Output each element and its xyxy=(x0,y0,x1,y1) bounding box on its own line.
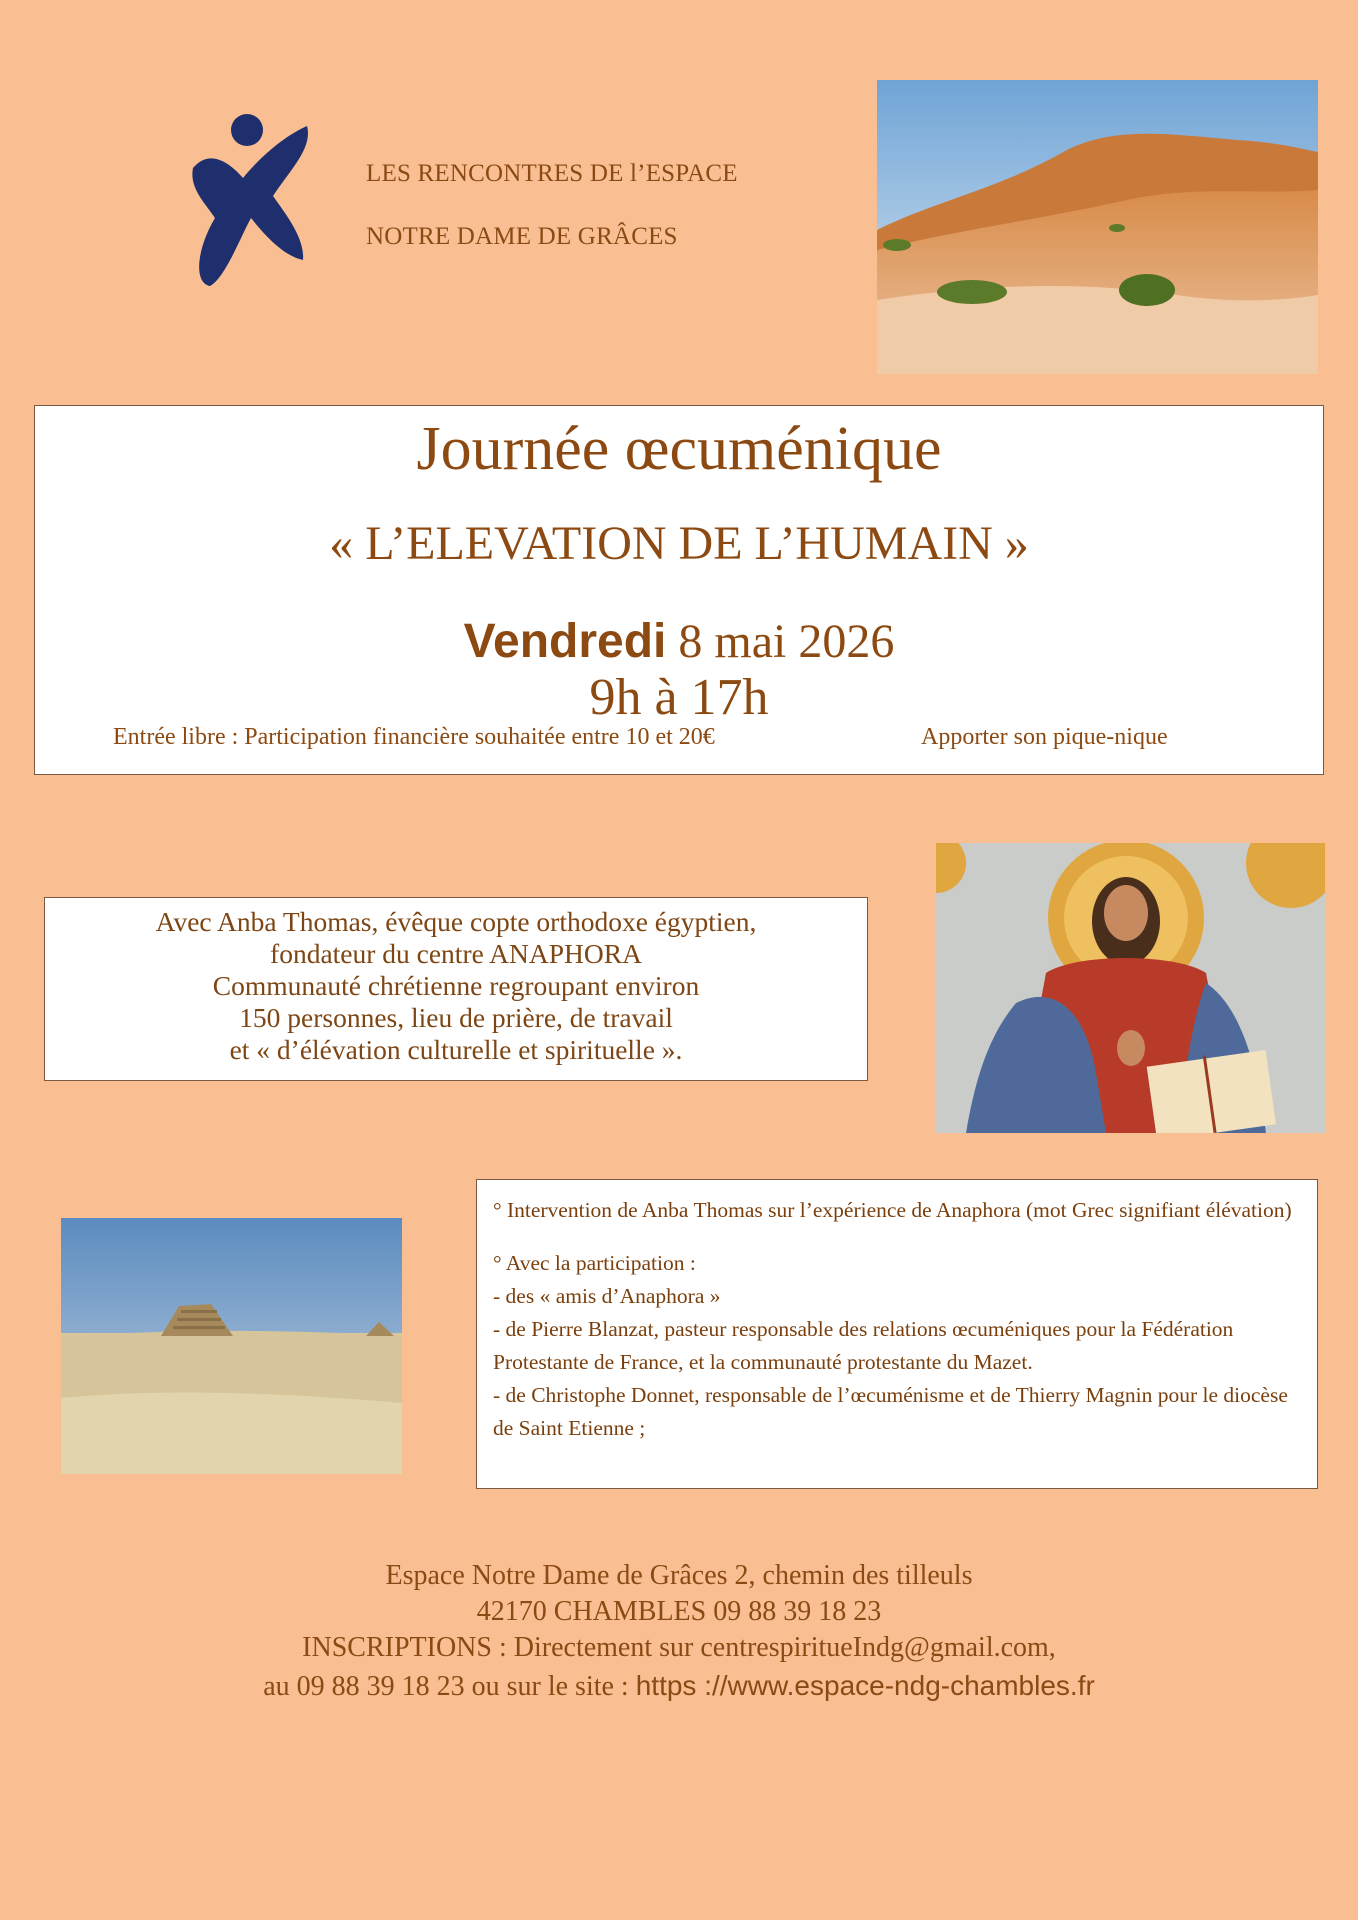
guest-line: Communauté chrétienne regroupant environ xyxy=(212,970,700,1001)
org-name-line2: NOTRE DAME DE GRÂCES xyxy=(366,223,678,250)
website-link[interactable]: https ://www.espace-ndg-chambles.fr xyxy=(635,1670,1095,1701)
org-name-line1: LES RENCONTRES DE l’ESPACE xyxy=(366,160,738,187)
event-title: Journée œcuménique xyxy=(416,415,942,483)
guest-line: 150 personnes, lieu de prière, de travail xyxy=(239,1002,673,1033)
program-item-intervention: ° Intervention de Anba Thomas sur l’expérience de Anaphora (mot Grec signifiant élévation) xyxy=(493,1198,1292,1222)
logo-figure-icon xyxy=(185,108,315,293)
desert-dunes-photo xyxy=(877,80,1318,374)
footer-phone-text: au 09 88 39 18 23 ou sur le site : xyxy=(263,1671,636,1702)
pyramid-desert-photo xyxy=(61,1218,402,1474)
program-item-participant: - des « amis d’Anaphora » xyxy=(493,1284,721,1308)
event-date-day: Vendredi xyxy=(463,615,667,668)
footer-website-line xyxy=(0,1670,1358,1703)
program-item-participant: - de Christophe Donnet, responsable de l’œcuménisme et de Thierry Magnin pour le diocèse de Saint Etienne ; xyxy=(493,1383,1288,1440)
event-subtitle: « L’ELEVATION DE L’HUMAIN » xyxy=(329,517,1029,570)
guest-info-box xyxy=(44,897,868,1081)
program-box xyxy=(476,1179,1318,1489)
footer-address: Espace Notre Dame de Grâces 2, chemin des tilleuls xyxy=(385,1560,973,1591)
footer-city-phone: 42170 CHAMBLES 09 88 39 18 23 xyxy=(476,1596,882,1627)
event-date-rest: 8 mai 2026 xyxy=(678,615,895,668)
program-item-participant: - de Pierre Blanzat, pasteur responsable des relations œcuméniques pour la Fédération Protestante de France, et la communauté protestante du Mazet. xyxy=(493,1317,1234,1374)
guest-line: fondateur du centre ANAPHORA xyxy=(270,938,642,969)
event-picnic-note: Apporter son pique-nique xyxy=(921,724,1168,750)
program-item-participation-head: ° Avec la participation : xyxy=(493,1251,696,1275)
guest-line: et « d’élévation culturelle et spirituelle ». xyxy=(229,1034,683,1065)
event-date xyxy=(35,614,1323,669)
footer-inscriptions: INSCRIPTIONS : Directement sur centrespiritueIndg@gmail.com, xyxy=(302,1632,1056,1663)
christ-icon-painting xyxy=(936,843,1325,1133)
event-entry-fee: Entrée libre : Participation financière souhaitée entre 10 et 20€ xyxy=(113,724,715,750)
event-title-box xyxy=(34,405,1324,775)
guest-line: Avec Anba Thomas, évêque copte orthodoxe égyptien, xyxy=(155,906,757,937)
event-hours: 9h à 17h xyxy=(589,669,769,726)
